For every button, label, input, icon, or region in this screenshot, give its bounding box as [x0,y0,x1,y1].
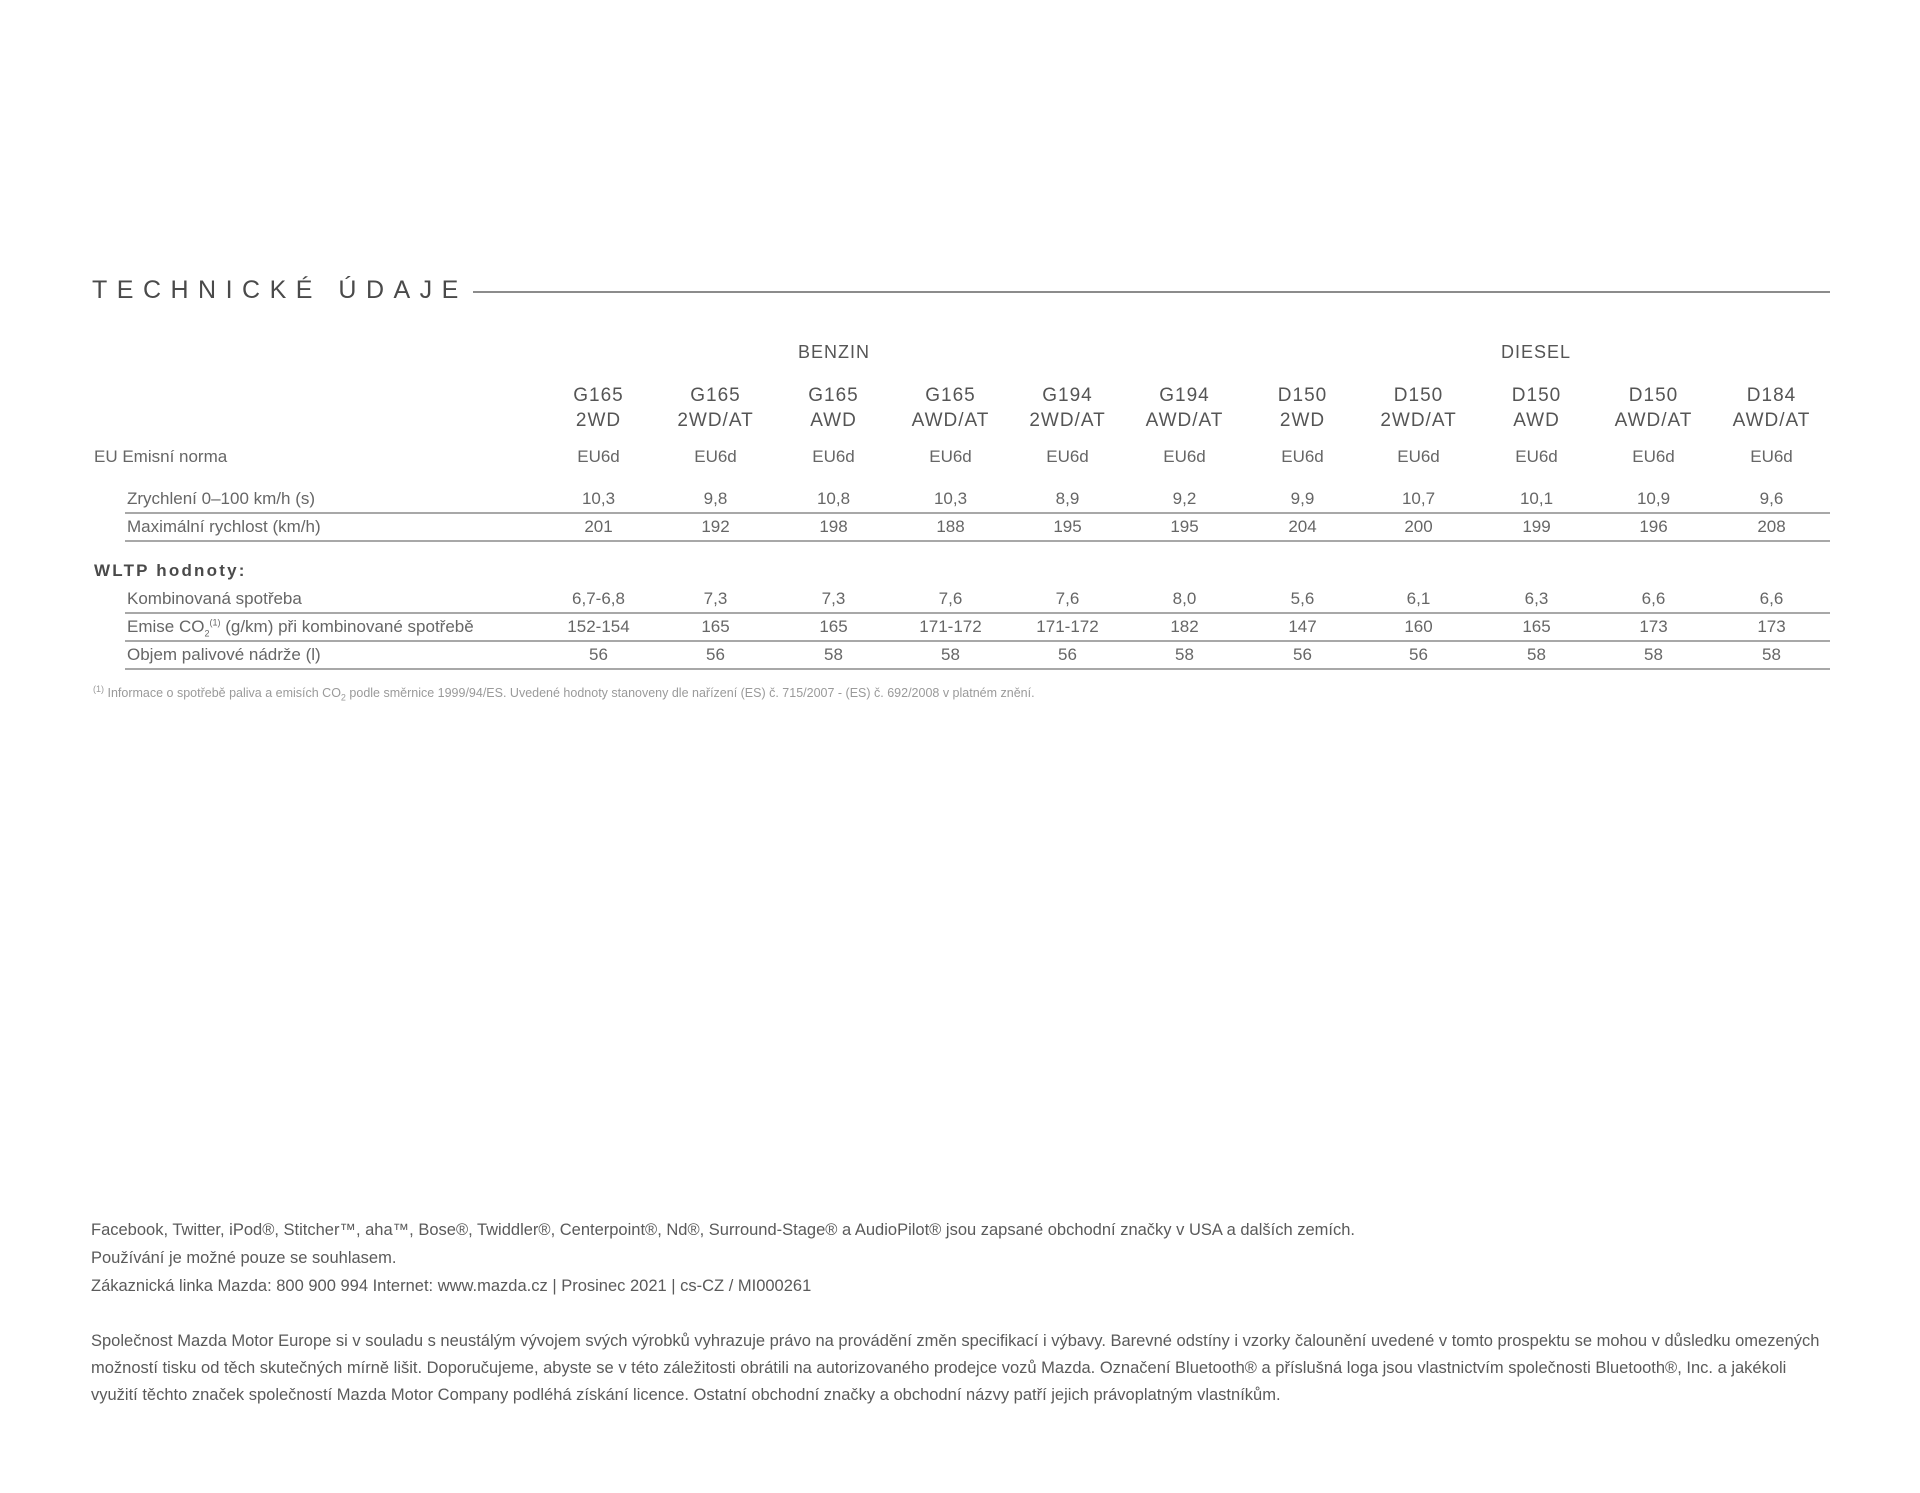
contact-line: Zákaznická linka Mazda: 800 900 994 Internet: www.mazda.cz | Prosinec 2021 | cs-CZ / MI000261 [91,1277,812,1295]
disclaimer: Společnost Mazda Motor Europe si v souladu s neustálým vývojem svých výrobků vyhrazuje právo na provádění změn specifikací i výbavy. Barevné odstíny i vzorky čalounění uvedené v tomto prospektu se mohou v důsledku omezených možností tisku od těch skutečných mírně lišit. Doporučujeme, abyste se v této záležitosti obrátili na autorizovaného prodejce vozů Mazda. Označení Bluetooth® a příslušná loga jsou vlastnictvím společnosti Bluetooth®, Inc. a jakékoli využití těchto značek společností Mazda Motor Company podléhá získání licence. Ostatní obchodní značky a obchodní názvy patří jejich právoplatným vlastníkům. [91,1332,1820,1404]
table-cell: 188 [936,517,965,536]
table-cell: EU6d [929,447,972,466]
table-cell: 201 [584,517,613,536]
drivetrain-label: AWD/AT [911,410,990,431]
row-divider [125,540,1830,542]
table-cell: 6,6 [1759,589,1784,608]
table-cell: 204 [1288,517,1317,536]
table-cell: 173 [1639,617,1668,636]
table-cell: 196 [1639,517,1668,536]
table-cell: 171-172 [919,617,982,636]
engine-label: G194 [1159,385,1210,406]
table-cell: 200 [1404,517,1433,536]
table-cell: 58 [1762,645,1781,664]
engine-label: G165 [573,385,624,406]
row-divider [125,512,1830,514]
table-cell: 182 [1170,617,1199,636]
engine-label: G165 [925,385,976,406]
table-cell: 58 [941,645,960,664]
table-cell: 6,1 [1406,589,1431,608]
table-cell: 56 [1409,645,1428,664]
table-cell: EU6d [1515,447,1558,466]
table-cell: 208 [1757,517,1786,536]
table-cell: EU6d [812,447,855,466]
table-cell: EU6d [1163,447,1206,466]
table-cell: 10,3 [581,489,616,508]
table-cell: 58 [1175,645,1194,664]
drivetrain-label: AWD [1513,410,1560,431]
drivetrain-label: 2WD/AT [1029,410,1106,431]
group-header-diesel: DIESEL [1500,342,1572,362]
column-header [892,383,1009,433]
drivetrain-label: AWD/AT [1614,410,1693,431]
table-cell: 6,3 [1524,589,1549,608]
table-cell: 199 [1522,517,1551,536]
table-cell: 165 [819,617,848,636]
title-divider [473,291,1830,293]
table-cell: EU6d [694,447,737,466]
column-header [1244,383,1361,433]
table-cell: 10,1 [1519,489,1554,508]
engine-label: D150 [1628,385,1679,406]
table-cell: 7,3 [703,589,728,608]
table-cell: 171-172 [1036,617,1099,636]
table-cell: 7,6 [938,589,963,608]
table-cell: 165 [1522,617,1551,636]
table-cell: 147 [1288,617,1317,636]
column-header [1009,383,1126,433]
drivetrain-label: 2WD/AT [1380,410,1457,431]
table-cell: 195 [1170,517,1199,536]
table-cell: 56 [1058,645,1077,664]
table-cell: 198 [819,517,848,536]
row-label-tank: Objem palivové nádrže (l) [127,645,321,664]
table-cell: EU6d [1750,447,1793,466]
table-cell: 58 [1527,645,1546,664]
table-cell: 6,7-6,8 [572,589,625,608]
table-cell: 9,8 [703,489,728,508]
drivetrain-label: AWD/AT [1145,410,1224,431]
table-cell: 9,9 [1290,489,1315,508]
engine-label: D150 [1277,385,1328,406]
table-cell: EU6d [1397,447,1440,466]
engine-label: G165 [808,385,859,406]
table-cell: 9,6 [1759,489,1784,508]
column-header [775,383,892,433]
column-header [1360,383,1477,433]
row-divider [125,612,1830,614]
wltp-heading: WLTP hodnoty: [94,561,247,580]
table-cell: 56 [1293,645,1312,664]
table-cell: 192 [701,517,730,536]
table-cell: 5,6 [1290,589,1315,608]
engine-label: G165 [690,385,741,406]
table-cell: 6,6 [1641,589,1666,608]
table-cell: 173 [1757,617,1786,636]
column-header [657,383,774,433]
usage-notice: Používání je možné pouze se souhlasem. [91,1249,397,1267]
footnote: $^{(1)}$ Informace o spotřebě paliva a emisích $CO_2$ podle směrnice 1999/94/ES. Uvedené hodnoty stanoveny dle nařízení (ES) č. 715/2007 - (ES) č. 692/2008 v platném znění. [93,684,1035,703]
table-cell: 7,3 [821,589,846,608]
table-cell: 7,6 [1055,589,1080,608]
table-cell: 152-154 [567,617,630,636]
trademark-notice: Facebook, Twitter, iPod®, Stitcher™, aha™, Bose®, Twiddler®, Centerpoint®, Nd®, Surround-Stage® a AudioPilot® jsou zapsané obchodní značky v USA a dalších zemích. [91,1221,1355,1239]
column-header [1713,383,1830,433]
row-label-top-speed: Maximální rychlost (km/h) [127,517,321,536]
table-cell: 56 [706,645,725,664]
drivetrain-label: AWD [810,410,857,431]
table-cell: EU6d [1632,447,1675,466]
page-title: TECHNICKÉ ÚDAJE [92,276,468,304]
drivetrain-label: 2WD/AT [677,410,754,431]
row-label-co2: Emise $CO_2^{(1)}$ (g/km) při kombinované spotřebě [127,617,474,639]
table-cell: 58 [1644,645,1663,664]
table-cell: EU6d [1281,447,1324,466]
column-header [1595,383,1712,433]
engine-label: D150 [1393,385,1444,406]
row-divider [125,668,1830,670]
group-header-petrol: BENZIN [797,342,870,362]
table-cell: EU6d [1046,447,1089,466]
engine-label: D150 [1511,385,1562,406]
table-cell: 56 [589,645,608,664]
row-divider [125,640,1830,642]
table-cell: 10,9 [1636,489,1671,508]
table-cell: 10,7 [1401,489,1436,508]
table-cell: 8,0 [1172,589,1197,608]
drivetrain-label: 2WD [1279,410,1326,431]
table-cell: 10,8 [816,489,851,508]
column-header [1126,383,1243,433]
table-cell: 160 [1404,617,1433,636]
table-cell: 10,3 [933,489,968,508]
table-cell: 58 [824,645,843,664]
table-cell: 9,2 [1172,489,1197,508]
column-header [1478,383,1595,433]
drivetrain-label: AWD/AT [1732,410,1811,431]
drivetrain-label: 2WD [575,410,622,431]
engine-label: D184 [1746,385,1797,406]
row-label-emission-norm: EU Emisní norma [94,447,228,466]
row-label-acceleration: Zrychlení 0–100 km/h (s) [127,489,316,508]
table-cell: 8,9 [1055,489,1080,508]
engine-label: G194 [1042,385,1093,406]
table-cell: EU6d [577,447,620,466]
table-cell: 165 [701,617,730,636]
column-header [540,383,657,433]
table-cell: 195 [1053,517,1082,536]
row-label-combined-consumption: Kombinovaná spotřeba [127,589,302,608]
